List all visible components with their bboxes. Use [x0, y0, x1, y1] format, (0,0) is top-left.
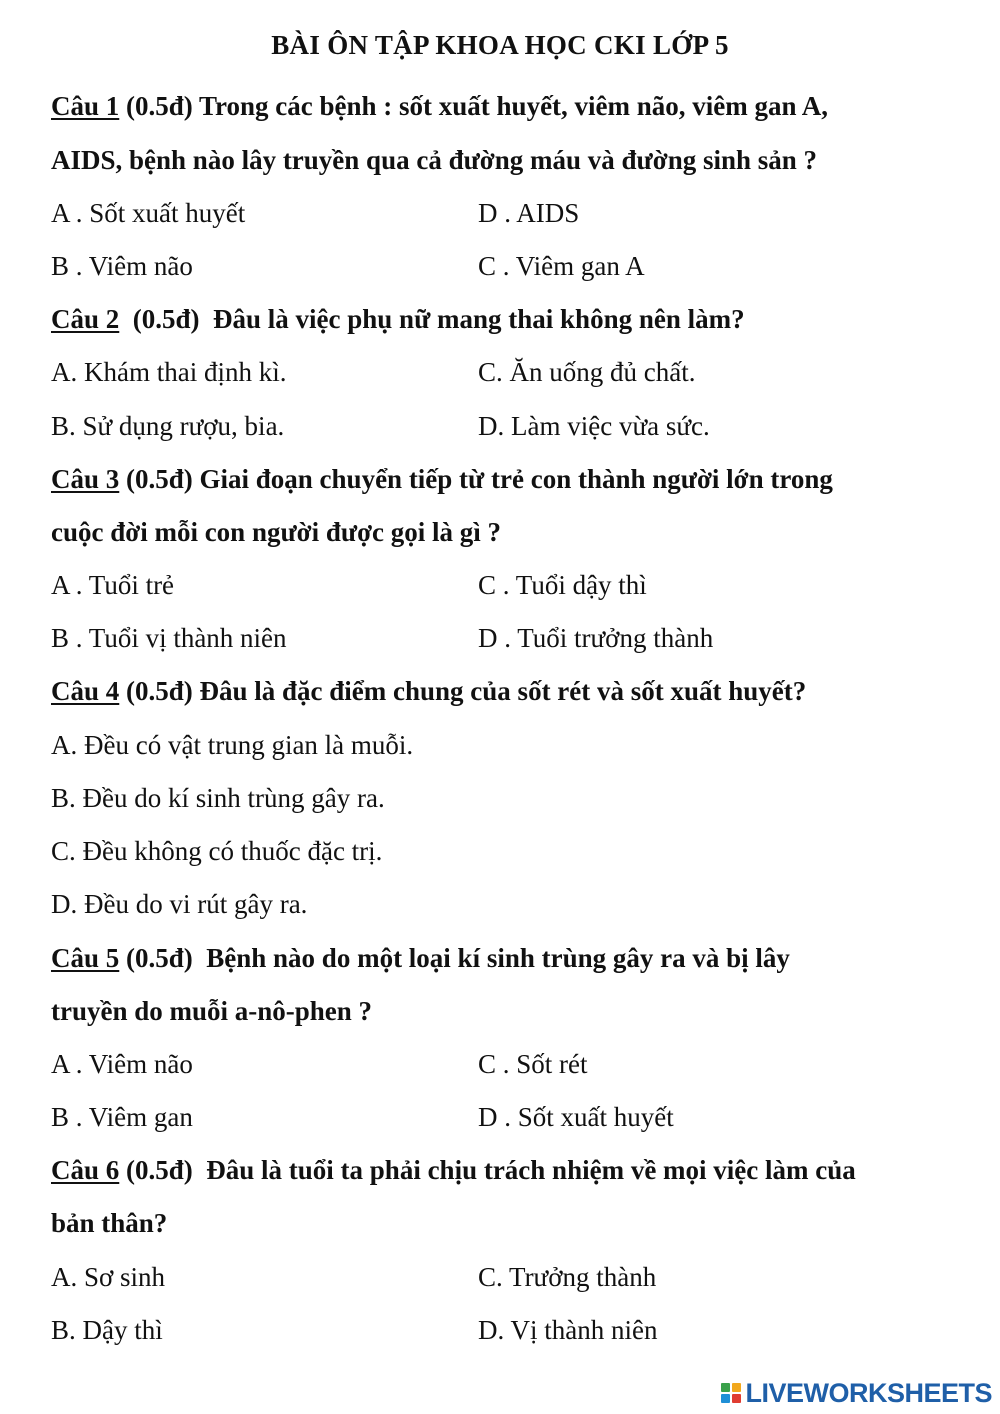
question-5-label: Câu 5	[51, 943, 120, 973]
question-3-points: (0.5đ)	[126, 464, 193, 494]
question-3-option[interactable]: D . Tuổi trưởng thành	[478, 623, 714, 653]
liveworksheets-logo-icon	[721, 1383, 741, 1403]
question-4-option[interactable]: D. Đều do vi rút gây ra.	[51, 889, 308, 919]
question-1-label: Câu 1	[51, 91, 120, 121]
question-3-option[interactable]: B . Tuổi vị thành niên	[51, 623, 287, 653]
logo-square-icon	[732, 1394, 741, 1403]
question-4-line-1	[51, 675, 806, 707]
question-6-option[interactable]: C. Trưởng thành	[478, 1262, 657, 1292]
question-2-option[interactable]: A. Khám thai định kì.	[51, 357, 287, 387]
question-1-text-2: AIDS, bệnh nào lây truyền qua cả đường máu và đường sinh sản ?	[51, 145, 818, 175]
question-5-line-1	[51, 942, 790, 974]
question-1-option[interactable]: D . AIDS	[478, 198, 580, 228]
question-6-option[interactable]: B. Dậy thì	[51, 1315, 163, 1345]
question-5-option[interactable]: C . Sốt rét	[478, 1049, 588, 1079]
question-6-option[interactable]: A. Sơ sinh	[51, 1262, 166, 1292]
question-3-option[interactable]: C . Tuổi dậy thì	[478, 570, 647, 600]
watermark-text: LIVEWORKSHEETS	[745, 1377, 992, 1408]
question-5-option[interactable]: B . Viêm gan	[51, 1102, 193, 1132]
question-1-option[interactable]: A . Sốt xuất huyết	[51, 198, 246, 228]
question-2-option[interactable]: D. Làm việc vừa sức.	[478, 411, 710, 441]
logo-square-icon	[732, 1383, 741, 1392]
question-1-option[interactable]: B . Viêm não	[51, 251, 193, 281]
question-3-text-1: Giai đoạn chuyển tiếp từ trẻ con thành người lớn trong	[199, 464, 833, 494]
question-3-label: Câu 3	[51, 464, 120, 494]
question-3-option[interactable]: A . Tuổi trẻ	[51, 570, 175, 600]
question-2-option[interactable]: B. Sử dụng rượu, bia.	[51, 411, 285, 441]
logo-square-icon	[721, 1394, 730, 1403]
question-1-line-1	[51, 90, 828, 122]
question-3-line-1	[51, 463, 833, 495]
question-2-points: (0.5đ)	[132, 304, 200, 334]
liveworksheets-watermark	[721, 1378, 992, 1408]
question-2-line-1	[51, 303, 745, 335]
question-6-line-1	[51, 1154, 856, 1186]
logo-square-icon	[721, 1383, 730, 1392]
worksheet-title: BÀI ÔN TẬP KHOA HỌC CKI LỚP 5	[271, 30, 729, 60]
question-6-label: Câu 6	[51, 1155, 120, 1185]
question-6-text-1: Đâu là tuổi ta phải chịu trách nhiệm về mọi việc làm của	[206, 1155, 856, 1185]
question-2-label: Câu 2	[51, 304, 120, 334]
question-5-text-1: Bệnh nào do một loại kí sinh trùng gây ra và bị lây	[206, 943, 790, 973]
question-6-text-2: bản thân?	[51, 1208, 168, 1238]
question-3-text-2: cuộc đời mỗi con người được gọi là gì ?	[51, 517, 502, 547]
question-6-points: (0.5đ)	[126, 1155, 193, 1185]
question-5-text-2: truyền do muỗi a-nô-phen ?	[51, 996, 373, 1026]
question-4-text-1: Đâu là đặc điểm chung của sốt rét và sốt xuất huyết?	[199, 676, 807, 706]
question-1-option[interactable]: C . Viêm gan A	[478, 251, 645, 281]
question-2-text-1: Đâu là việc phụ nữ mang thai không nên làm?	[213, 304, 745, 334]
question-4-option[interactable]: C. Đều không có thuốc đặc trị.	[51, 836, 383, 866]
question-6-option[interactable]: D. Vị thành niên	[478, 1315, 658, 1345]
question-4-option[interactable]: A. Đều có vật trung gian là muỗi.	[51, 730, 414, 760]
question-5-option[interactable]: D . Sốt xuất huyết	[478, 1102, 674, 1132]
question-1-text-1: Trong các bệnh : sốt xuất huyết, viêm não, viêm gan A,	[199, 91, 829, 121]
question-2-option[interactable]: C. Ăn uống đủ chất.	[478, 357, 696, 387]
question-5-points: (0.5đ)	[126, 943, 193, 973]
question-4-label: Câu 4	[51, 676, 120, 706]
question-4-option[interactable]: B. Đều do kí sinh trùng gây ra.	[51, 783, 385, 813]
question-5-option[interactable]: A . Viêm não	[51, 1049, 193, 1079]
question-1-points: (0.5đ)	[126, 91, 193, 121]
question-4-points: (0.5đ)	[126, 676, 193, 706]
